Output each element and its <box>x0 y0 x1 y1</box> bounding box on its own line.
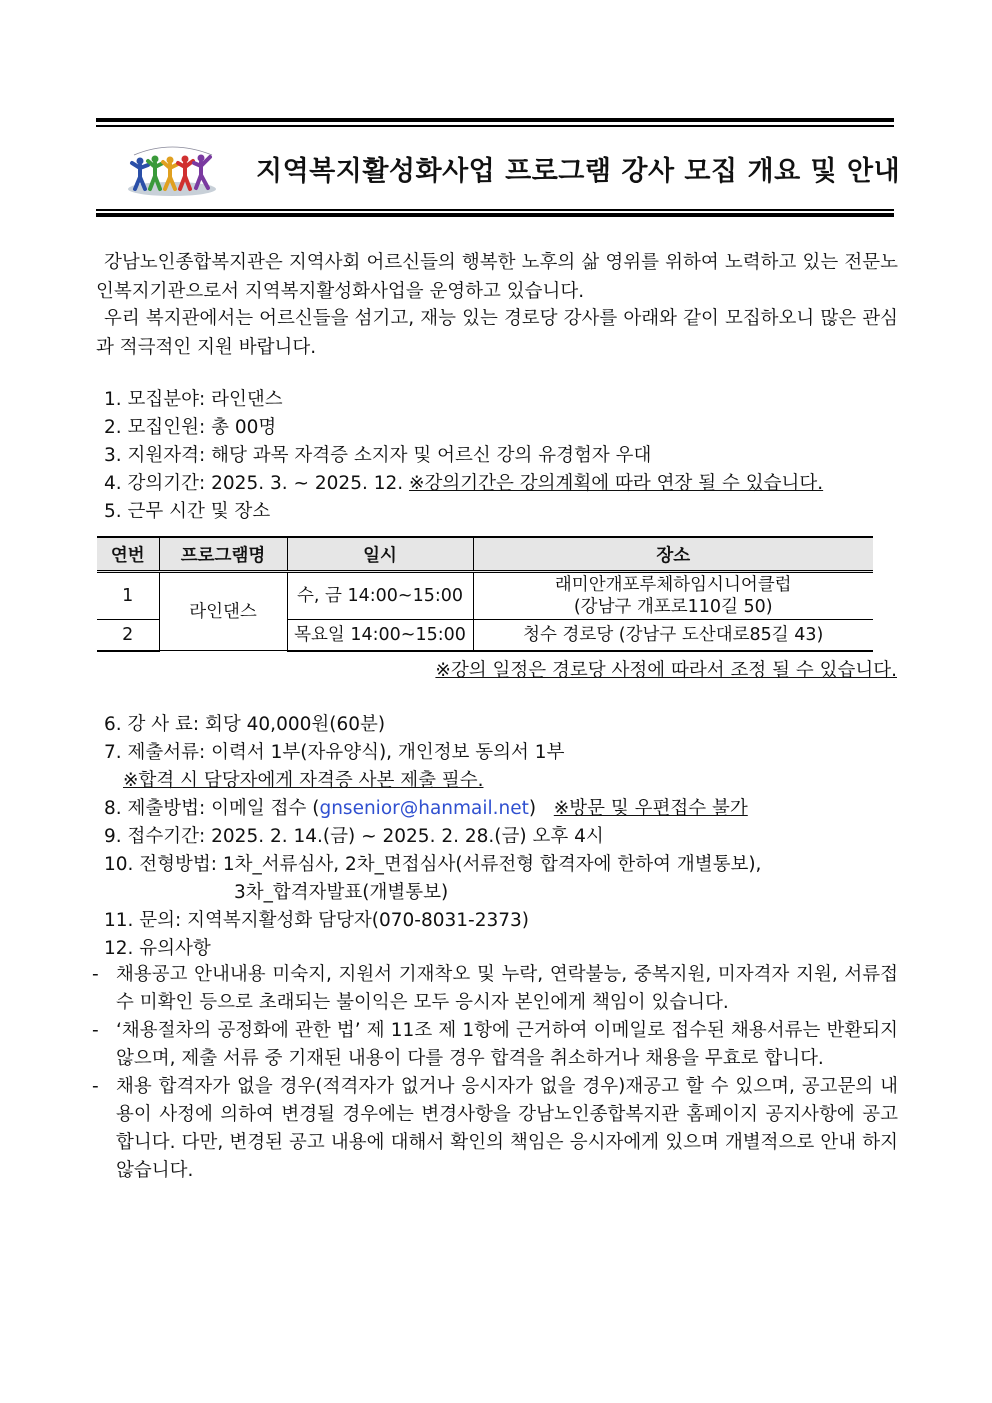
item-10-cont: 3차_합격자발표(개별통보) <box>234 882 449 903</box>
notice-list <box>92 961 898 1185</box>
item-8-close: ) <box>528 798 537 819</box>
bottom-rule-thin <box>96 209 894 211</box>
item-3: 3. 지원자격: 해당 과목 자격증 소지자 및 어르신 강의 유경험자 우대 <box>104 445 652 466</box>
item-1: 1. 모집분야: 라인댄스 <box>104 389 283 410</box>
item-8-note: ※방문 및 우편접수 불가 <box>553 798 748 819</box>
email-link[interactable]: gnsenior@hanmail.net <box>319 798 529 819</box>
cell-time: 수, 금 14:00~15:00 <box>287 572 473 620</box>
item-10: 10. 전형방법: 1차_서류심사, 2차_면접심사(서류전형 합격자에 한하여 개별통보), <box>104 854 762 875</box>
notice-text-1: 채용공고 안내내용 미숙지, 지원서 기재착오 및 누락, 연락불능, 중복지원, 미자격자 지원, 서류접수 미확인 등으로 초래되는 불이익은 모두 응시자 본인에게 책임이 있습니다. <box>116 964 898 1013</box>
header-program: 프로그램명 <box>159 537 287 572</box>
cell-time: 목요일 14:00~15:00 <box>287 620 473 651</box>
item-8-text: 8. 제출방법: 이메일 접수 ( <box>104 798 320 819</box>
page-title: 지역복지활성화사업 프로그램 강사 모집 개요 및 안내 <box>256 156 901 187</box>
item-6: 6. 강 사 료: 회당 40,000원(60분) <box>104 714 386 735</box>
cell-place-line1: 래미안개포루체하임시니어클럽 <box>554 575 792 595</box>
item-4-note: ※강의기간은 강의계획에 따라 연장 될 수 있습니다. <box>409 473 824 494</box>
intro-paragraph-1 <box>96 248 898 306</box>
info-list-a <box>104 386 904 526</box>
notice-item: - ‘채용절차의 공정화에 관한 법’ 제 11조 제 1항에 근거하여 이메일로 접수된 채용서류는 반환되지 않으며, 제출 서류 중 기재된 내용이 다를 경우 합격을 취소하거나 채용을 무효로 합니다. <box>92 1020 898 1069</box>
cell-no: 1 <box>97 572 159 620</box>
intro-text-1: 강남노인종합복지관은 지역사회 어르신들의 행복한 노후의 삶 영위를 위하여 노력하고 있는 전문노인복지기관으로서 지역복지활성화사업을 운영하고 있습니다. <box>96 252 898 302</box>
cell-place: 청수 경로당 (강남구 도산대로85길 43) <box>473 620 873 651</box>
top-rule-thin <box>96 125 894 127</box>
table-header-row <box>97 537 873 572</box>
item-2: 2. 모집인원: 총 00명 <box>104 417 277 438</box>
notice-text-3: 채용 합격자가 없을 경우(적격자가 없거나 응시자가 없을 경우)재공고 할 수 있으며, 공고문의 내용이 사정에 의하여 변경될 경우에는 변경사항을 강남노인종합복지관 홈페이지 공지사항에 공고 합니다. 다만, 변경된 공고 내용에 대해서 확인의 책임은 응시자에게 있으며 개별적으로 안내 하지 않습니다. <box>116 1076 898 1181</box>
item-11: 11. 문의: 지역복지활성화 담당자(070-8031-2373) <box>104 910 530 931</box>
item-12: 12. 유의사항 <box>104 938 211 959</box>
table-note: ※강의 일정은 경로당 사정에 따라서 조정 될 수 있습니다. <box>435 660 897 681</box>
item-8 <box>104 795 904 823</box>
cell-no: 2 <box>97 620 159 651</box>
bottom-rule-thick <box>96 213 894 217</box>
item-7: 7. 제출서류: 이력서 1부(자유양식), 개인정보 동의서 1부 <box>104 742 565 763</box>
item-4 <box>104 470 904 498</box>
item-7-note: ※합격 시 담당자에게 자격증 사본 제출 필수. <box>123 770 484 791</box>
cell-place <box>473 572 873 620</box>
header-time: 일시 <box>287 537 473 572</box>
cell-program: 라인댄스 <box>159 572 287 651</box>
top-rule-thick <box>96 118 894 122</box>
info-list-b <box>104 711 904 963</box>
logo-icon <box>126 143 218 197</box>
header-no: 연번 <box>97 537 159 572</box>
item-4-text: 4. 강의기간: 2025. 3. ~ 2025. 12. <box>104 473 410 494</box>
header <box>96 135 901 201</box>
intro-paragraph-2 <box>96 304 898 362</box>
notice-item: - 채용공고 안내내용 미숙지, 지원서 기재착오 및 누락, 연락불능, 중복지원, 미자격자 지원, 서류접수 미확인 등으로 초래되는 불이익은 모두 응시자 본인에게 책임이 있습니다. <box>92 964 898 1013</box>
notice-item: - 채용 합격자가 없을 경우(적격자가 없거나 응시자가 없을 경우)재공고 할 수 있으며, 공고문의 내용이 사정에 의하여 변경될 경우에는 변경사항을 강남노인종합복지관 홈페이지 공지사항에 공고 합니다. 다만, 변경된 공고 내용에 대해서 확인의 책임은 응시자에게 있으며 개별적으로 안내 하지 않습니다. <box>92 1076 898 1181</box>
intro-text-2: 우리 복지관에서는 어르신들을 섬기고, 재능 있는 경로당 강사를 아래와 같이 모집하오니 많은 관심과 적극적인 지원 바랍니다. <box>96 308 898 358</box>
header-place: 장소 <box>473 537 873 572</box>
notice-text-2: ‘채용절차의 공정화에 관한 법’ 제 11조 제 1항에 근거하여 이메일로 접수된 채용서류는 반환되지 않으며, 제출 서류 중 기재된 내용이 다를 경우 합격을 취소하거나 채용을 무효로 합니다. <box>116 1020 898 1069</box>
schedule-table <box>97 536 873 652</box>
cell-place-line2: (강남구 개포로110길 50) <box>573 597 773 617</box>
item-9: 9. 접수기간: 2025. 2. 14.(금) ~ 2025. 2. 28.(금) 오후 4시 <box>104 826 604 847</box>
table-row <box>97 572 873 620</box>
item-5: 5. 근무 시간 및 장소 <box>104 501 271 522</box>
